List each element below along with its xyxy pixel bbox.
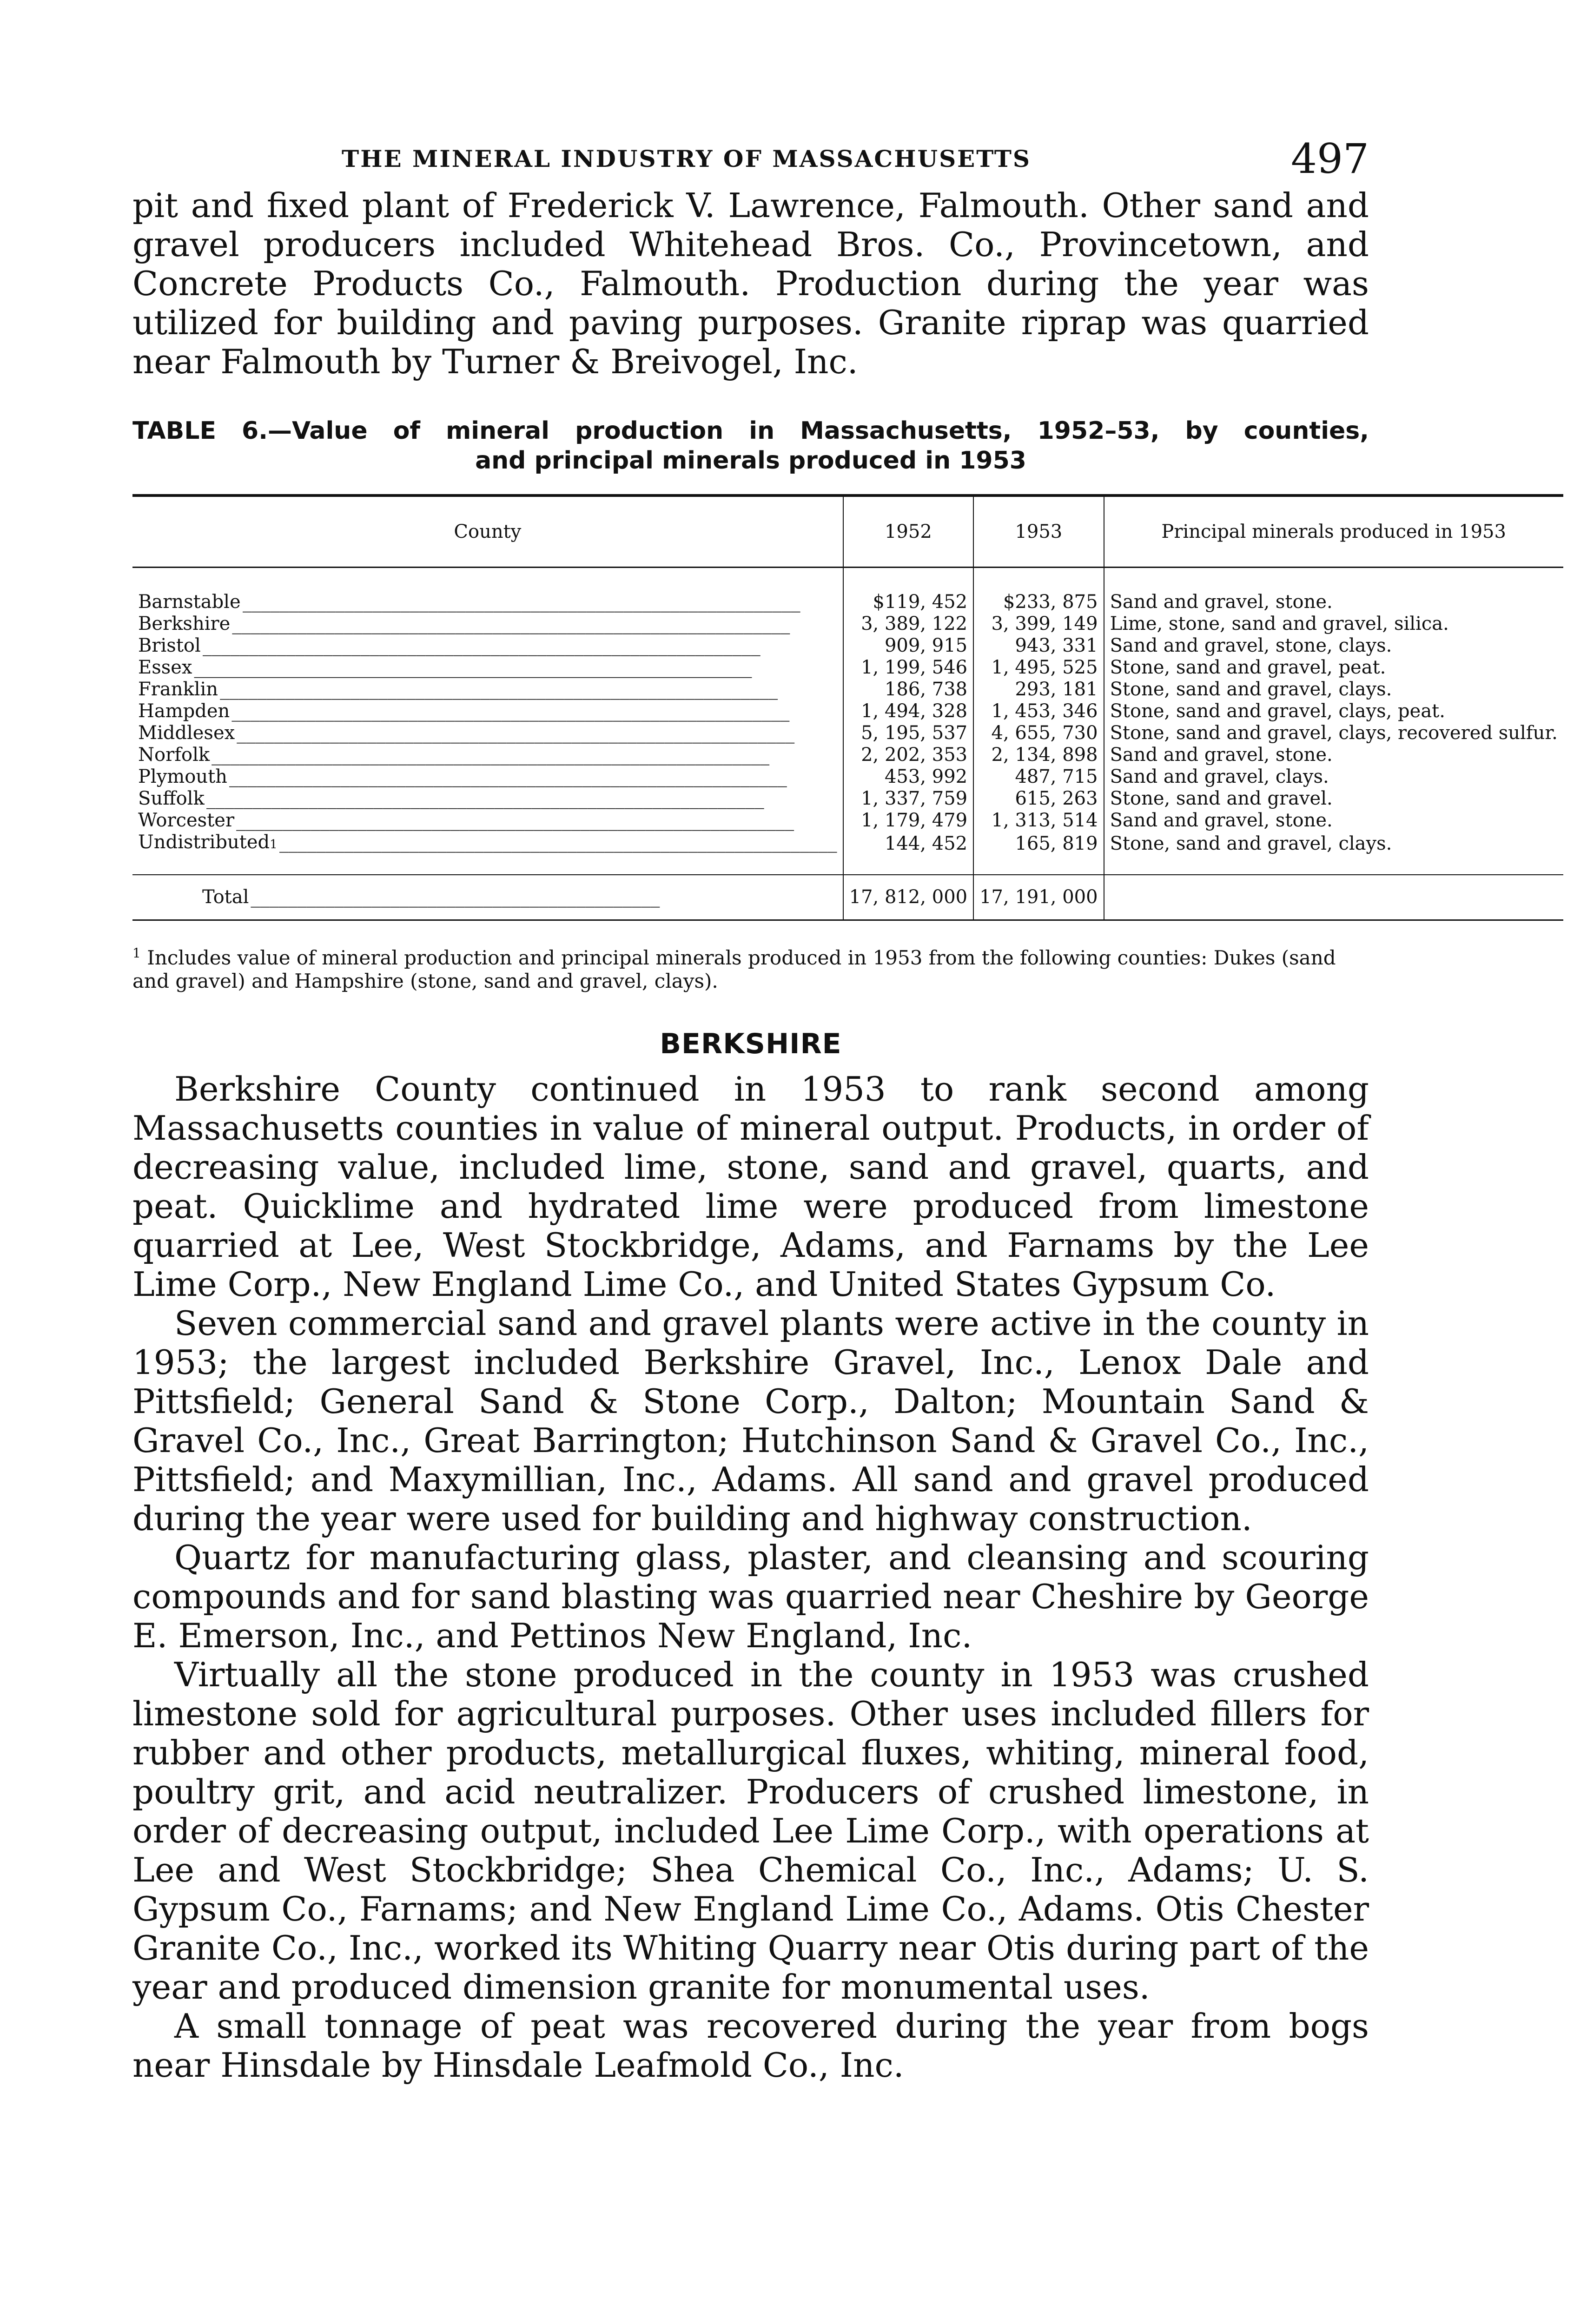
value-1953: 1, 453, 346 — [973, 700, 1104, 722]
value-1952: 909, 915 — [843, 635, 973, 657]
county-name: Barnstable — [138, 591, 241, 613]
total-label: Total — [202, 886, 249, 908]
county-name: Essex — [138, 657, 192, 678]
principal-minerals: Stone, sand and gravel, clays. — [1104, 679, 1563, 700]
principal-minerals: Lime, stone, sand and gravel, silica. — [1104, 613, 1563, 635]
county-name: Suffolk — [138, 788, 205, 809]
header-county: County — [132, 495, 843, 568]
county-name: Hampden — [138, 700, 230, 722]
value-1952: 1, 179, 479 — [843, 810, 973, 832]
table-footnote — [132, 942, 1369, 993]
body-paragraph: Seven commercial sand and gravel plants were active in the county in 1953; the largest included Berkshire Gravel, Inc., Lenox Dale and Pittsfield; General Sand & Stone Corp., Dalton; Mountain Sand & Gravel Co., Inc., Great Barrington; Hutchinson Sand & Gravel Co., Inc., Pittsfield; and Maxymillian, Inc., Adams. All sand and gravel produced during the year were used for building and highway construction. — [132, 1304, 1369, 1538]
table-row — [132, 679, 1563, 700]
county-cell — [132, 744, 843, 766]
value-1952: 1, 494, 328 — [843, 700, 973, 722]
body-paragraph: Quartz for manufacturing glass, plaster, and cleansing and scouring compounds and for sand blasting was quarried near Cheshire by George E. Emerson, Inc., and Pettinos New England, Inc. — [132, 1538, 1369, 1655]
county-name: Bristol — [138, 635, 201, 656]
header-principal-minerals: Principal minerals produced in 1953 — [1104, 495, 1563, 568]
value-1952: 1, 337, 759 — [843, 788, 973, 810]
value-1952: 186, 738 — [843, 679, 973, 700]
value-1952: 2, 202, 353 — [843, 744, 973, 766]
county-name: Franklin — [138, 679, 218, 700]
principal-minerals: Sand and gravel, stone. — [1104, 744, 1563, 766]
value-1952: 453, 992 — [843, 766, 973, 788]
county-name: Middlesex — [138, 722, 235, 744]
body-paragraph: Berkshire County continued in 1953 to rank second among Massachusetts counties in value of mineral output. Products, in order of decreasing value, included lime, stone, sand and gravel, quarts, and peat. Quicklime and hydrated lime were produced from limestone quarried at Lee, West Stockbridge, Adams, and Farnams by the Lee Lime Corp., New England Lime Co., and United States Gypsum Co. — [132, 1070, 1369, 1304]
value-1953: 4, 655, 730 — [973, 722, 1104, 744]
value-1953: 487, 715 — [973, 766, 1104, 788]
table-body — [132, 568, 1563, 875]
table-total-row — [132, 875, 1563, 920]
county-name: Norfolk — [138, 744, 210, 766]
running-head-title: THE MINERAL INDUSTRY OF MASSACHUSETTS — [342, 145, 1032, 172]
county-name: Plymouth — [138, 766, 227, 787]
principal-minerals: Stone, sand and gravel, clays, peat. — [1104, 700, 1563, 722]
header-1953: 1953 — [973, 495, 1104, 568]
value-1953: 2, 134, 898 — [973, 744, 1104, 766]
county-cell — [132, 788, 843, 810]
county-cell — [132, 832, 843, 875]
value-1953: 943, 331 — [973, 635, 1104, 657]
value-1953: 165, 819 — [973, 832, 1104, 875]
body-paragraph: A small tonnage of peat was recovered during the year from bogs near Hinsdale by Hinsdale Leafmold Co., Inc. — [132, 2007, 1369, 2085]
running-head — [132, 135, 1369, 186]
leader-dots: ____________________________________________________________ — [236, 810, 794, 831]
leader-dots: ____________________________________________________________ — [220, 679, 778, 700]
value-1952: 3, 389, 122 — [843, 613, 973, 635]
document-page — [132, 135, 1558, 2085]
principal-minerals: Stone, sand and gravel, clays. — [1104, 832, 1563, 875]
value-1952: 1, 199, 546 — [843, 657, 973, 679]
leader-dots: ____________________________________________ — [251, 886, 660, 908]
leader-dots: ____________________________________________________________ — [279, 832, 837, 853]
table-header-row — [132, 495, 1563, 568]
leader-dots: ____________________________________________________________ — [231, 700, 790, 722]
county-cell — [132, 810, 843, 832]
table-row — [132, 788, 1563, 810]
principal-minerals: Sand and gravel, stone. — [1104, 568, 1563, 614]
leader-dots: ____________________________________________________________ — [202, 635, 760, 656]
value-1952: 144, 452 — [843, 832, 973, 875]
table-row — [132, 766, 1563, 788]
principal-minerals: Sand and gravel, stone. — [1104, 810, 1563, 832]
value-1952: $119, 452 — [843, 568, 973, 614]
county-cell — [132, 635, 843, 657]
table-caption-line-2: and principal minerals produced in 1953 — [475, 447, 1026, 475]
body-paragraph: Virtually all the stone produced in the county in 1953 was crushed limestone sold for agricultural purposes. Other uses included fillers for rubber and other products, metallurgical fluxes, whiting, mineral food, poultry grit, and acid neutralizer. Producers of crushed limestone, in order of decreasing output, included Lee Lime Corp., with operations at Lee and West Stockbridge; Shea Chemical Co., Inc., Adams; U. S. Gypsum Co., Farnams; and New England Lime Co., Adams. Otis Chester Granite Co., Inc., worked its Whiting Quarry near Otis during part of the year and produced dimension granite for monumental uses. — [132, 1655, 1369, 2007]
county-name: Undistributed — [138, 832, 270, 853]
leader-dots: ____________________________________________________________ — [242, 591, 800, 613]
table-row — [132, 613, 1563, 635]
page-number: 497 — [1291, 135, 1369, 183]
leader-dots: ____________________________________________________________ — [237, 722, 795, 744]
value-1953: 293, 181 — [973, 679, 1104, 700]
mineral-production-table — [132, 494, 1563, 921]
table-row — [132, 568, 1563, 614]
table-row — [132, 635, 1563, 657]
value-1953: $233, 875 — [973, 568, 1104, 614]
county-cell — [132, 766, 843, 788]
value-1953: 3, 399, 149 — [973, 613, 1104, 635]
principal-minerals: Stone, sand and gravel, clays, recovered sulfur. — [1104, 722, 1563, 744]
table-row — [132, 744, 1563, 766]
county-cell — [132, 700, 843, 722]
value-1953: 615, 263 — [973, 788, 1104, 810]
leader-dots: ____________________________________________________________ — [194, 657, 752, 678]
leader-dots: ____________________________________________________________ — [229, 766, 787, 787]
table-row — [132, 722, 1563, 744]
footnote-text: Includes value of mineral production and principal minerals produced in 1953 from the following counties: Dukes (sand and gravel) and Hampshire (stone, sand and gravel, clays). — [132, 946, 1336, 992]
table-row — [132, 832, 1563, 875]
value-1953: 1, 495, 525 — [973, 657, 1104, 679]
footnote-marker: 1 — [132, 945, 141, 961]
table-caption — [132, 416, 1369, 475]
county-cell — [132, 568, 843, 614]
county-cell — [132, 722, 843, 744]
value-1953: 1, 313, 514 — [973, 810, 1104, 832]
total-1953: 17, 191, 000 — [973, 875, 1104, 920]
principal-minerals: Stone, sand and gravel, peat. — [1104, 657, 1563, 679]
table-row — [132, 657, 1563, 679]
table-row — [132, 810, 1563, 832]
county-cell — [132, 657, 843, 679]
county-cell — [132, 679, 843, 700]
principal-minerals: Stone, sand and gravel. — [1104, 788, 1563, 810]
section-heading-berkshire: BERKSHIRE — [660, 1028, 842, 1060]
leader-dots: ____________________________________________________________ — [232, 613, 790, 634]
county-name: Berkshire — [138, 613, 231, 634]
intro-paragraph: pit and fixed plant of Frederick V. Lawrence, Falmouth. Other sand and gravel producers included Whitehead Bros. Co., Provincetown, and Concrete Products Co., Falmouth. Production during the year was utilized for building and paving purposes. Granite riprap was quarried near Falmouth by Turner & Breivogel, Inc. — [132, 186, 1369, 381]
total-label-cell — [132, 875, 843, 920]
table-row — [132, 700, 1563, 722]
header-1952: 1952 — [843, 495, 973, 568]
leader-dots: ____________________________________________________________ — [206, 788, 764, 809]
total-minerals-empty — [1104, 875, 1563, 920]
leader-dots: ____________________________________________________________ — [212, 744, 770, 766]
county-name: Worcester — [138, 810, 235, 831]
total-1952: 17, 812, 000 — [843, 875, 973, 920]
county-cell — [132, 613, 843, 635]
section-body — [132, 1070, 1369, 2085]
principal-minerals: Sand and gravel, clays. — [1104, 766, 1563, 788]
footnote-ref: 1 — [270, 838, 278, 852]
table-caption-line-1: TABLE 6.—Value of mineral production in Massachusetts, 1952–53, by counties, — [132, 417, 1369, 445]
value-1952: 5, 195, 537 — [843, 722, 973, 744]
principal-minerals: Sand and gravel, stone, clays. — [1104, 635, 1563, 657]
